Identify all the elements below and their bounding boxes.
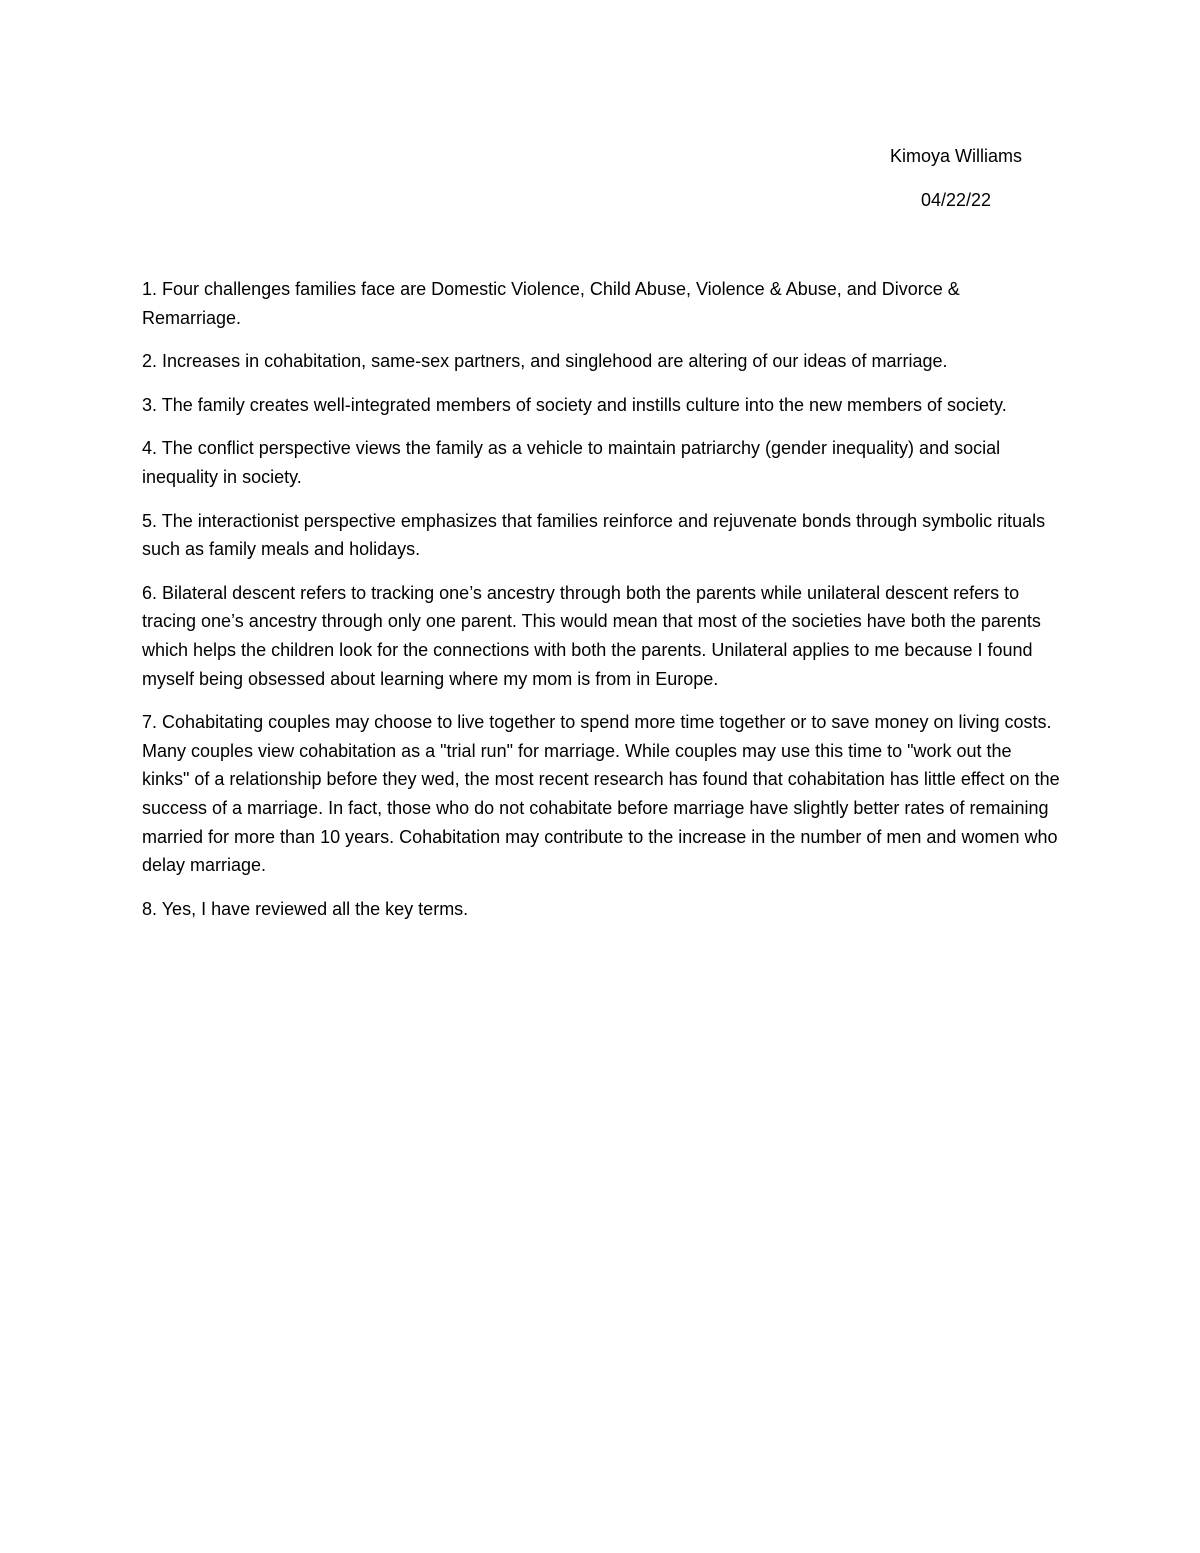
answer-number: 3. [142,394,158,415]
answer-paragraph [142,708,1062,880]
answer-paragraph [142,347,1062,376]
answer-text: Four challenges families face are Domestic Violence, Child Abuse, Violence & Abuse, and Divorce & Remarriage. [142,279,960,328]
answer-number: 1. [142,279,158,299]
answer-paragraph [142,507,1062,564]
answer-number: 8. [142,898,158,919]
document-date: 04/22/22 [920,190,992,210]
answer-number: 5. [142,510,158,531]
author-name: Kimoya Williams [889,146,1022,166]
answer-text: Increases in cohabitation, same-sex partners, and singlehood are altering of our ideas of marriage. [162,351,948,372]
answer-number: 4. [142,438,158,459]
answer-number: 7. [142,712,158,733]
answer-paragraph [142,391,1062,420]
answer-paragraph [142,275,1062,332]
answer-text: The family creates well-integrated members of society and instills culture into the new members of society. [161,394,1007,415]
document-header [890,142,1022,214]
answer-paragraph [142,434,1062,491]
answer-paragraph [142,895,1062,924]
answer-text: The interactionist perspective emphasizes that families reinforce and rejuvenate bonds through symbolic rituals such as family meals and holidays. [142,510,1046,560]
answer-number: 2. [142,351,158,372]
answer-text: Cohabitating couples may choose to live together to spend more time together or to save money on living costs. Many couples view cohabitation as a "trial run" for marriage. While couples may use this time to "work out the kinks" of a relationship before they wed, the most recent research has found that cohabitation has little effect on the success of a marriage. In fact, those who do not cohabitate before marriage have slightly better rates of remaining married for more than 10 years. Cohabitation may contribute to the increase in the number of men and women who delay marriage. [142,712,1060,876]
answers-list [142,275,1062,938]
answer-number: 6. [142,582,158,603]
answer-text: Yes, I have reviewed all the key terms. [161,898,469,919]
answer-text: Bilateral descent refers to tracking one’s ancestry through both the parents while unilateral descent refers to tracing one’s ancestry through only one parent. This would mean that most of the societies have both the parents which helps the children look for the connections with both the parents. Unilateral applies to me because I found myself being obsessed about learning where my mom is from in Europe. [142,582,1041,689]
answer-paragraph [142,579,1062,693]
answer-text: The conflict perspective views the family as a vehicle to maintain patriarchy (gender inequality) and social inequality in society. [142,438,1001,487]
